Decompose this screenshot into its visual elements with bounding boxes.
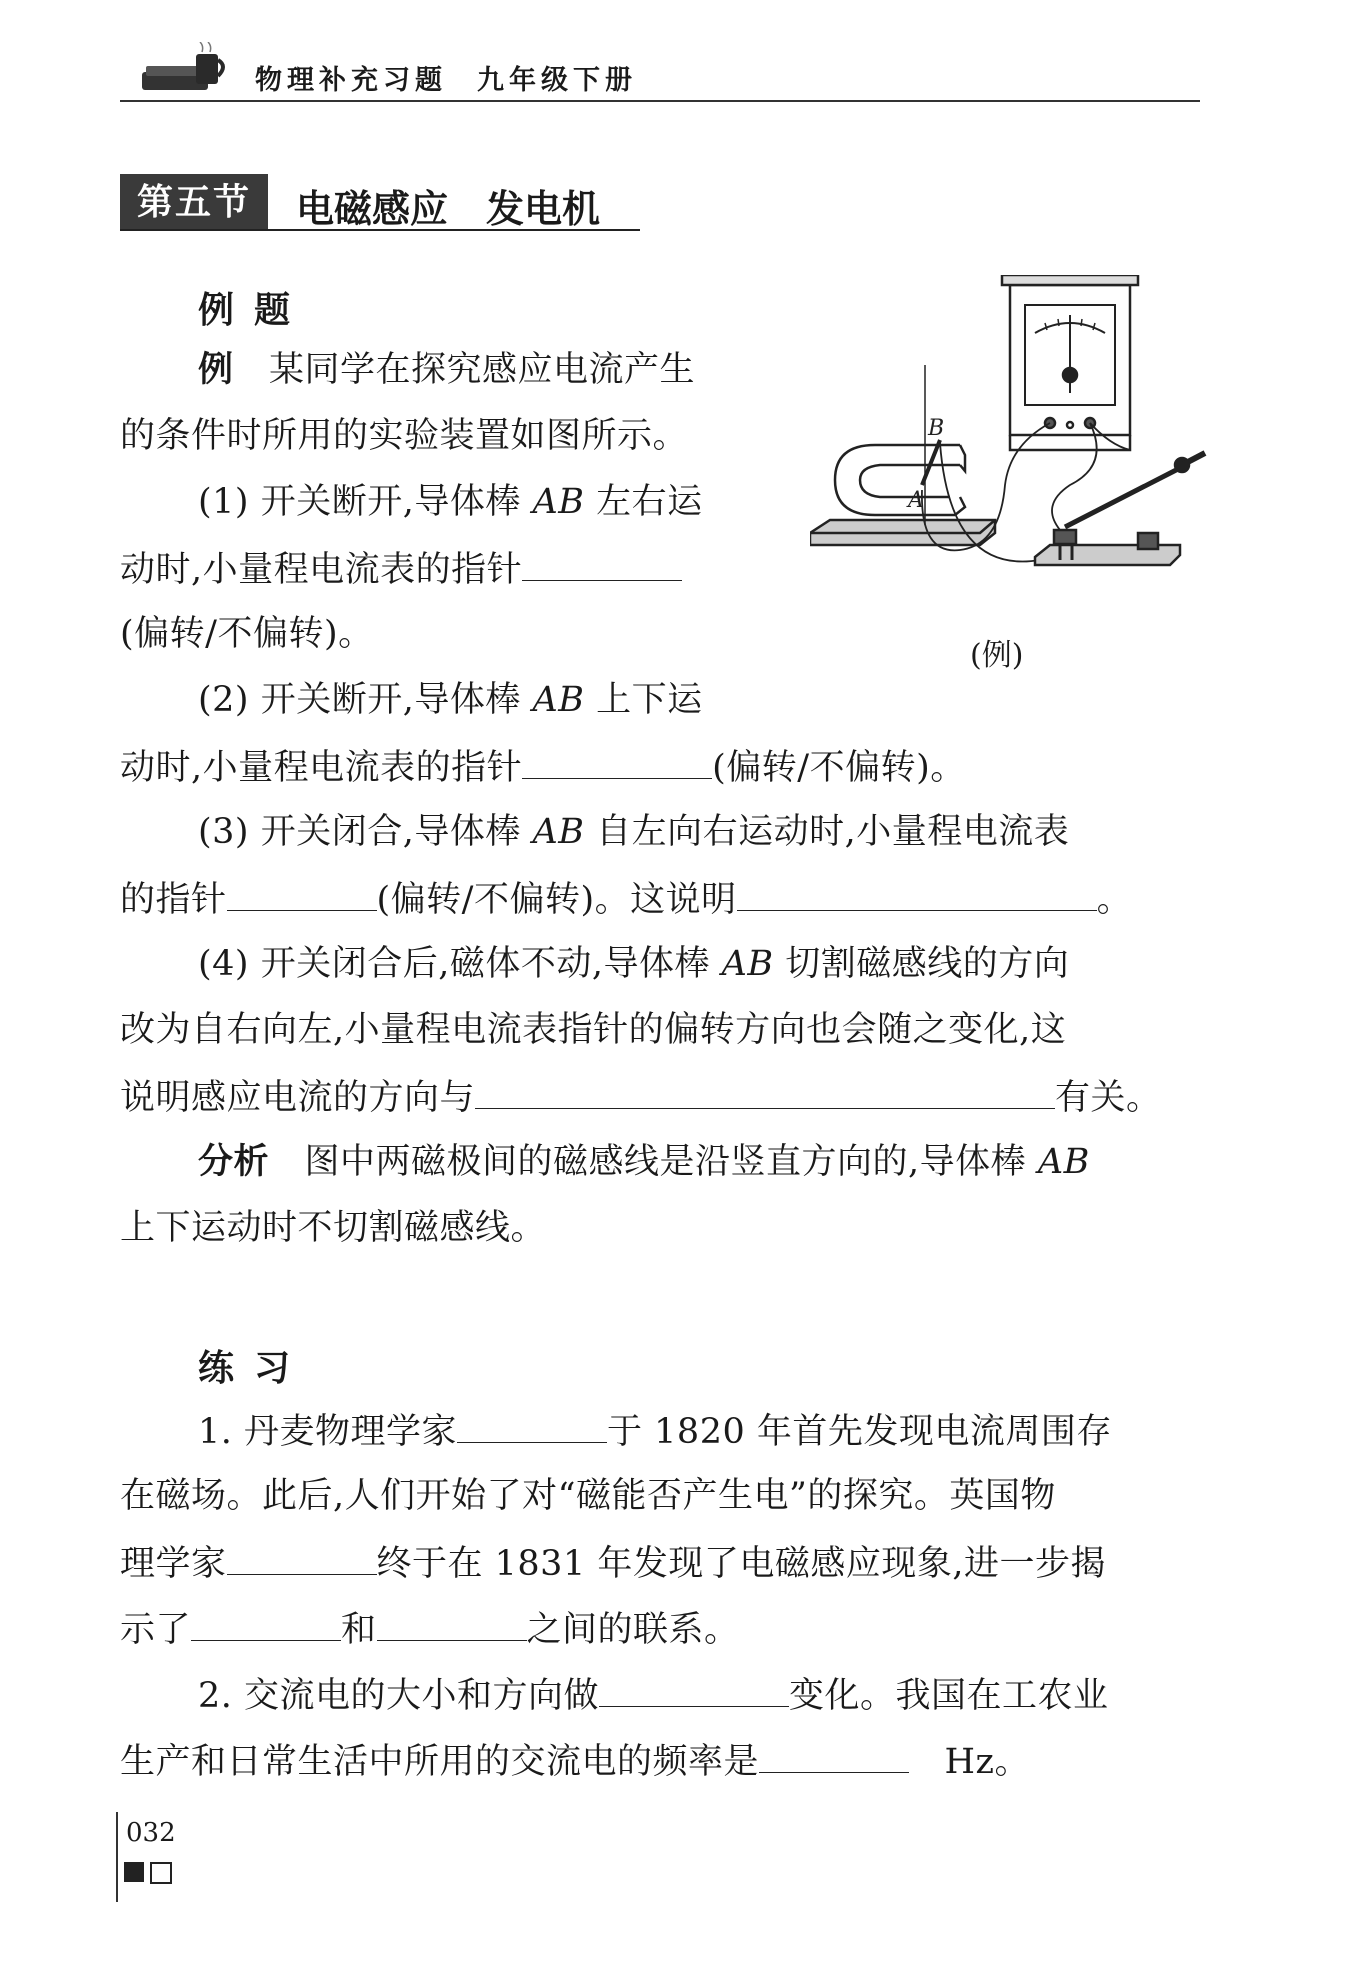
practice-2-line-1 [198,1672,1109,1718]
experiment-figure [810,275,1210,615]
practice-1-line-1 [198,1408,1112,1454]
analysis-line-1 [198,1140,1090,1184]
practice-1-line-3 [120,1540,1106,1586]
q1-text-c: 动时,小量程电流表的指针 [120,550,523,590]
figure-caption: (例) [970,638,1024,673]
p2-text-d: Hz。 [944,1742,1030,1782]
p1-text-h: 之间的联系。 [526,1610,740,1650]
example-label: 例 [198,350,234,390]
question-1-line-2 [120,546,682,592]
q3-text-a: (3) 开关闭合,导体棒 [198,812,521,852]
q1-text-b: 左右运 [596,482,703,522]
q2-ab: AB [532,680,585,720]
question-4-line-2: 改为自右向左,小量程电流表指针的偏转方向也会随之变化,这 [120,1010,1067,1050]
section-tag: 第五节 [120,174,268,230]
p1-text-f: 示了 [120,1610,192,1650]
p2-text-b: 变化。我国在工农业 [789,1676,1109,1716]
q3-text-b: 自左向右运动时,小量程电流表 [596,812,1070,852]
switch-icon [1035,453,1205,565]
analysis-ab: AB [1037,1142,1090,1182]
analysis-line-2: 上下运动时不切割磁感线。 [120,1208,547,1248]
p1-text-g: 和 [341,1610,377,1650]
section-title: 电磁感应 发电机 [296,187,601,231]
book-title: 物理补充习题 [255,65,447,96]
page-marker-bar [116,1812,118,1902]
figure-label-a: A [908,488,924,513]
q3-text-c: 的指针 [120,880,227,920]
q3-text-e: 。 [1096,880,1133,920]
magnet-icon [810,445,995,545]
galvanometer-icon [1002,275,1138,450]
answer-blank[interactable] [191,1606,341,1641]
question-1-line-3: (偏转/不偏转)。 [120,614,374,654]
p1-text-d: 理学家 [120,1544,227,1584]
question-2-line-1 [198,678,703,722]
q2-text-d: (偏转/不偏转)。 [712,748,966,788]
q1-text-a: (1) 开关断开,导体棒 [198,482,521,522]
example-heading: 例题 [198,290,311,331]
analysis-text-1: 图中两磁极间的磁感线是沿竖直方向的,导体棒 [304,1142,1027,1182]
q2-text-a: (2) 开关断开,导体棒 [198,680,521,720]
question-1-line-1 [198,480,703,524]
example-intro-line-2: 的条件时所用的实验装置如图所示。 [120,416,689,456]
practice-heading: 练习 [198,1348,311,1389]
section-rule [120,229,640,231]
practice-2-line-2 [120,1738,1030,1784]
p1-text-a: 1. 丹麦物理学家 [198,1412,458,1452]
p2-text-a: 2. 交流电的大小和方向做 [198,1676,600,1716]
answer-blank[interactable] [522,744,712,779]
page-number: 032 [126,1818,176,1848]
question-2-line-2 [120,744,966,790]
answer-blank[interactable] [377,1606,527,1641]
p1-text-e: 终于在 1831 年发现了电磁感应现象,进一步揭 [376,1544,1106,1584]
answer-blank[interactable] [737,876,1097,911]
answer-blank[interactable] [457,1408,607,1443]
question-4-line-1 [198,942,1069,986]
example-intro-text-1: 某同学在探究感应电流产生 [269,350,696,390]
q4-text-a: (4) 开关闭合后,磁体不动,导体棒 [198,944,710,984]
q3-text-d: (偏转/不偏转)。这说明 [376,880,737,920]
analysis-label: 分析 [198,1142,270,1182]
p1-text-b: 于 1820 年首先发现电流周围存 [607,1412,1112,1452]
answer-blank[interactable] [599,1672,789,1707]
answer-blank[interactable] [227,876,377,911]
header-title [255,58,637,97]
page-marker-empty [150,1862,172,1884]
figure-label-b: B [928,416,945,441]
q2-text-b: 上下运 [596,680,703,720]
p2-text-c: 生产和日常生活中所用的交流电的频率是 [120,1742,760,1782]
q4-text-d: 说明感应电流的方向与 [120,1078,476,1118]
answer-blank[interactable] [227,1540,377,1575]
example-intro-line-1 [198,348,695,392]
question-4-line-3 [120,1074,1162,1120]
book-cup-icon [140,42,232,98]
q3-ab: AB [532,812,585,852]
page-marker-filled [124,1862,144,1882]
q2-text-c: 动时,小量程电流表的指针 [120,748,523,788]
q4-text-b: 切割磁感线的方向 [785,944,1070,984]
question-3-line-2 [120,876,1132,922]
answer-blank[interactable] [522,546,682,581]
q4-ab: AB [721,944,774,984]
q1-ab: AB [532,482,585,522]
q4-text-e: 有关。 [1055,1078,1162,1118]
header-rule [120,100,1200,102]
grade-label: 九年级下册 [477,65,637,96]
answer-blank[interactable] [759,1738,909,1773]
practice-1-line-4 [120,1606,740,1652]
question-3-line-1 [198,810,1069,854]
answer-blank[interactable] [475,1074,1055,1109]
practice-1-line-2: 在磁场。此后,人们开始了对“磁能否产生电”的探究。英国物 [120,1476,1056,1516]
